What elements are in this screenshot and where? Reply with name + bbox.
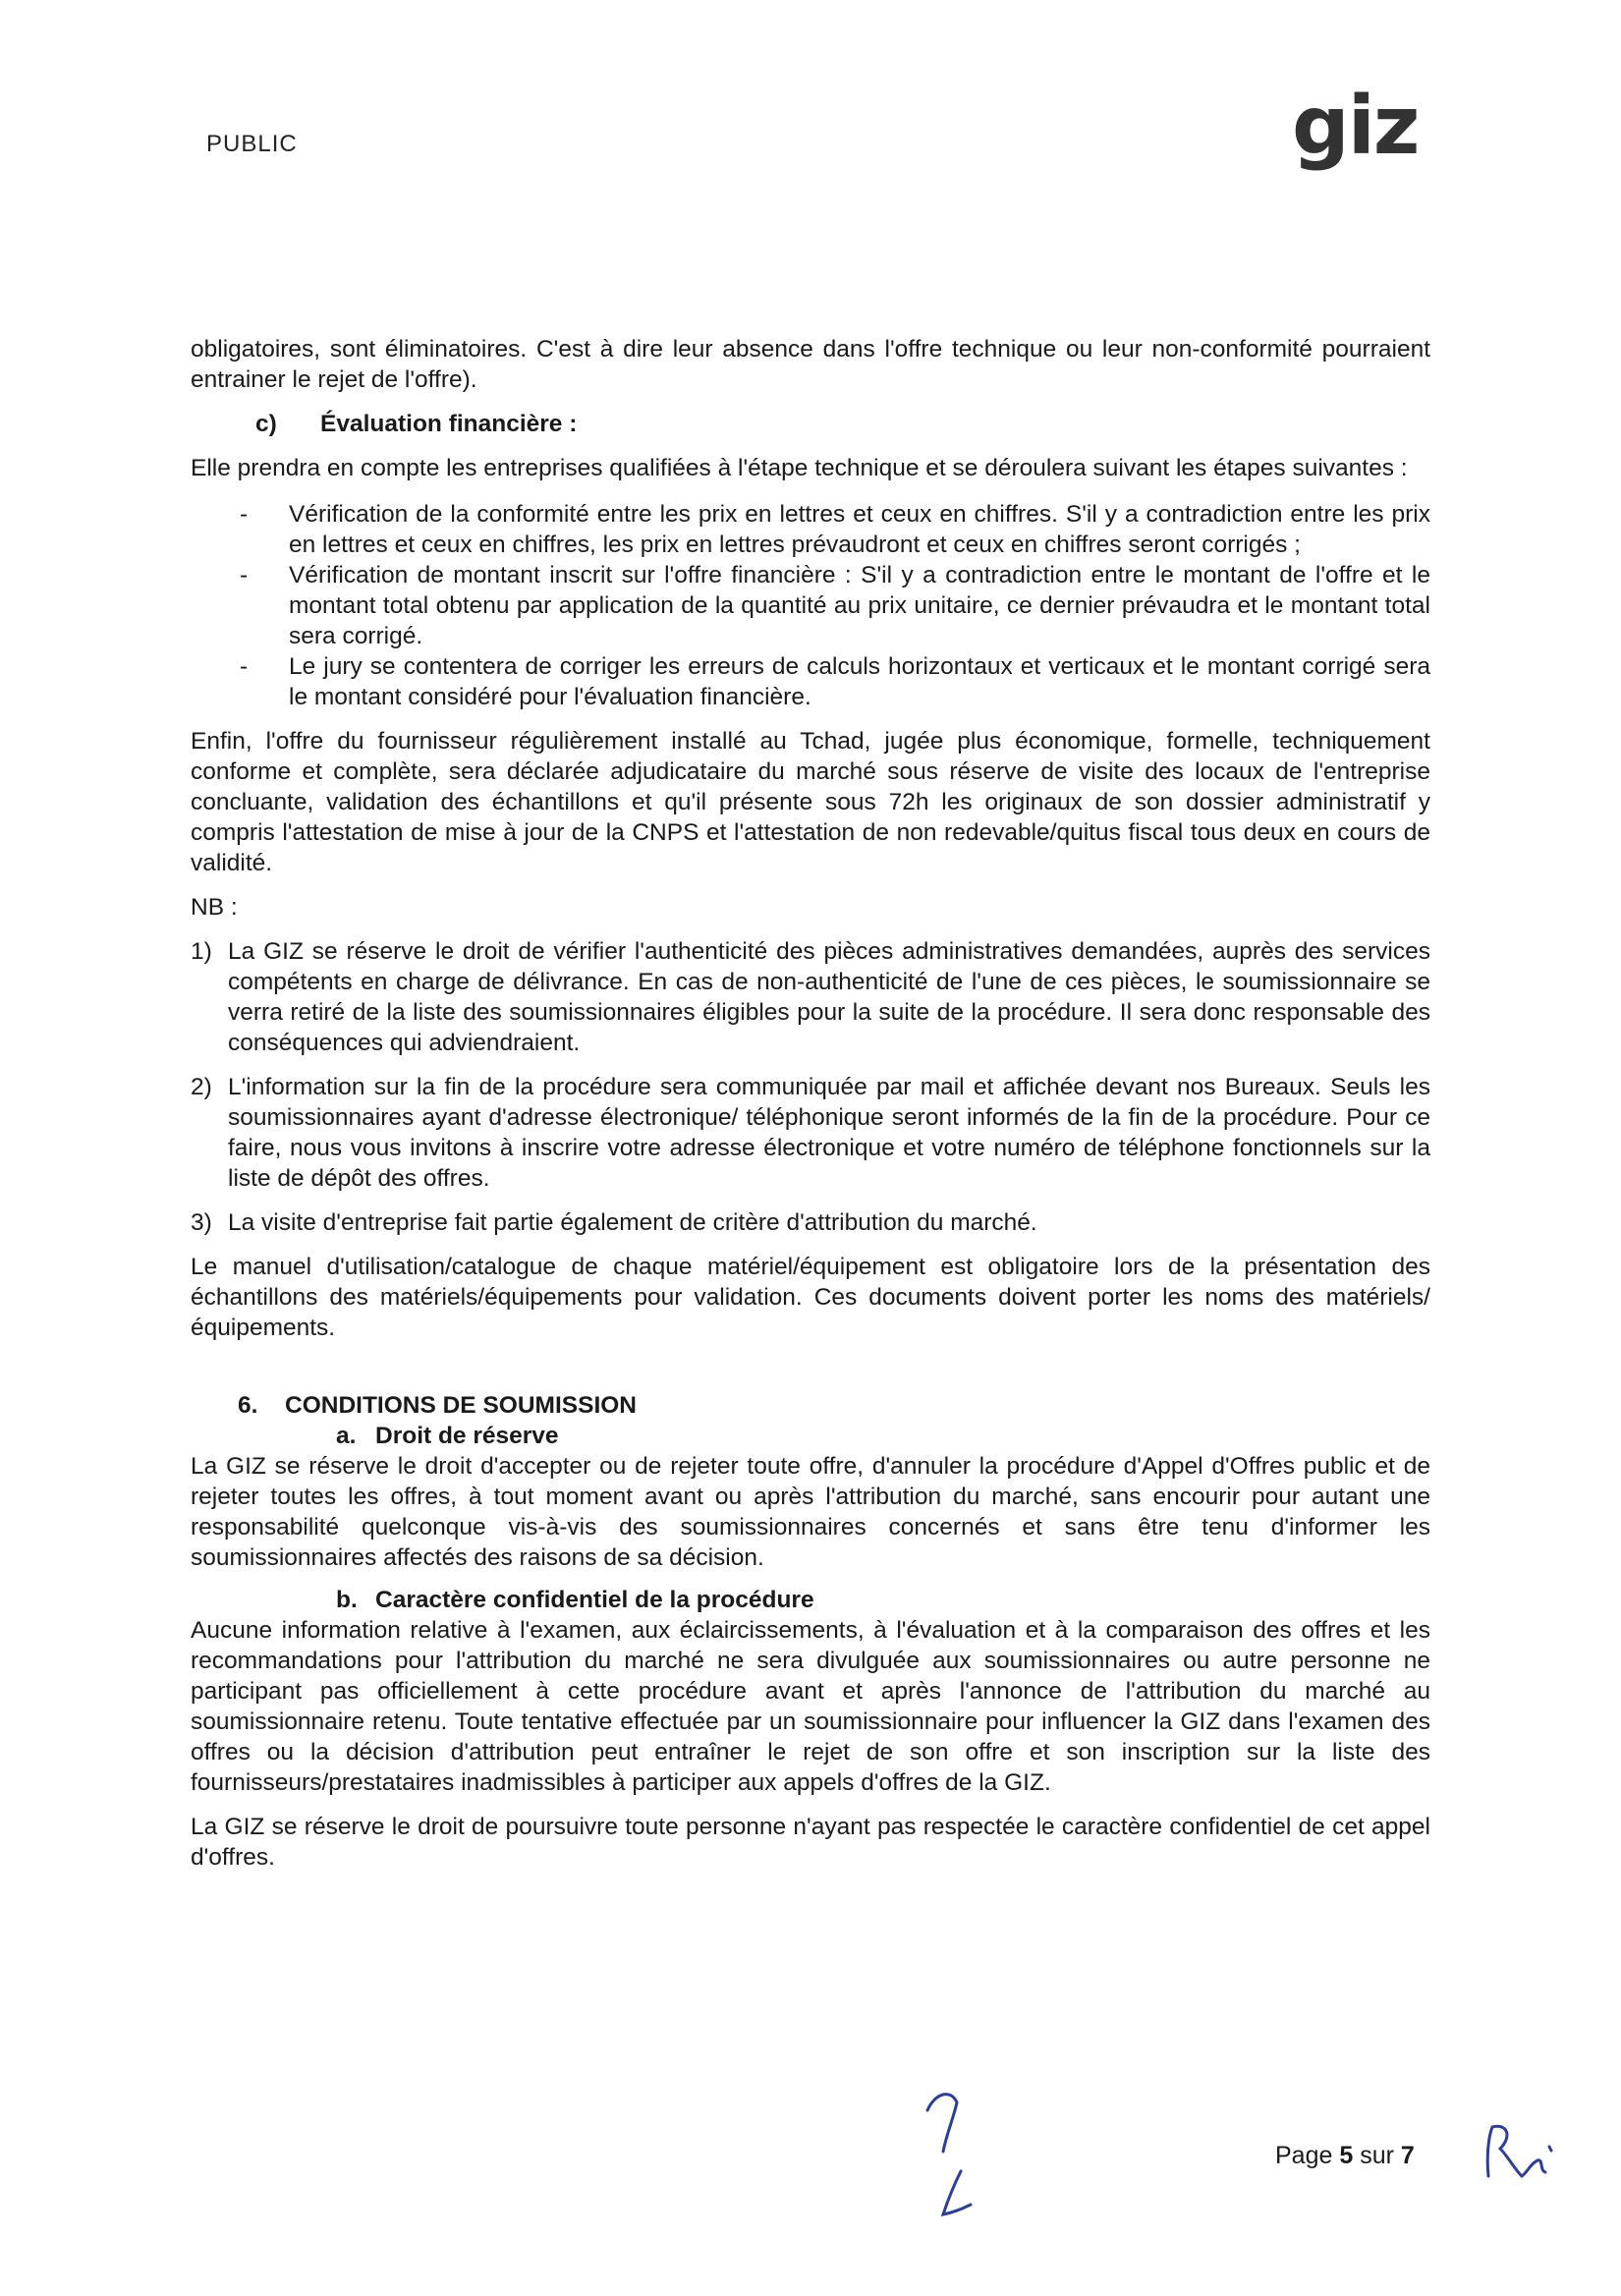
giz-logo: giz — [1292, 80, 1419, 173]
subsection-label: b. — [336, 1587, 358, 1613]
page-label: Page — [1275, 2142, 1333, 2169]
section-number: 6. — [238, 1392, 258, 1419]
item-number: 3) — [191, 1209, 212, 1236]
subsection-label: a. — [336, 1423, 357, 1449]
paragraph-manuel: Le manuel d'utilisation/catalogue de chaque matériel/équipement est obligatoire lors de la présentation des échantillons des matériels/équipements pour validation. Ces documents doivent porter les noms des matériels/équipements. — [191, 1254, 1430, 1341]
item-text: L'information sur la fin de la procédure sera communiquée par mail et affichée devant nos Bureaux. Seuls les soumissionnaires ayant d'adresse électronique/ téléphonique seront informés de la fin de la procédure. Pour ce faire, nous vous invitons à inscrire votre adresse électronique et votre numéro de téléphone fonctionnels sur la liste de dépôt des offres. — [228, 1074, 1430, 1192]
section-6-heading — [238, 1390, 1430, 1421]
heading-label: c) — [255, 411, 277, 437]
nb-label: NB : — [191, 894, 238, 921]
list-item: - Vérification de la conformité entre les prix en lettres et ceux en chiffres. S'il y a contradiction entre les prix en lettres et ceux en chiffres, les prix en lettres prévaudront et ceux en chiffres seront corrigés ; — [289, 499, 1430, 560]
item-number: 1) — [191, 938, 212, 965]
paragraph-enfin: Enfin, l'offre du fournisseur régulièrement installé au Tchad, jugée plus économique, formelle, techniquement conforme et complète, sera déclarée adjudicataire du marché sous réserve de visite des locaux de l'entreprise concluante, validation des échantillons et qu'il présente sous 72h les originaux de son dossier administratif y compris l'attestation de mise à jour de la CNPS et l'attestation de non redevable/quitus fiscal tous deux en cours de validité. — [191, 728, 1430, 876]
item-number: 2) — [191, 1074, 212, 1100]
paragraph-intro: obligatoires, sont éliminatoires. C'est à dire leur absence dans l'offre technique ou leur non-conformité pourraient entrainer le rejet de l'offre). — [191, 336, 1430, 393]
paragraph-poursuite: La GIZ se réserve le droit de poursuivre toute personne n'ayant pas respectée le caractère confidentiel de cet appel d'offres. — [191, 1814, 1430, 1871]
item-text: La visite d'entreprise fait partie également de critère d'attribution du marché. — [228, 1209, 1037, 1236]
list-item — [191, 1072, 1430, 1194]
document-body — [191, 334, 1430, 1873]
classification-label: PUBLIC — [206, 131, 298, 157]
list-item — [191, 936, 1430, 1058]
current-page-number: 5 — [1339, 2142, 1354, 2169]
list-item: - Vérification de montant inscrit sur l'offre financière : S'il y a contradiction entre le montant de l'offre et le montant total obtenu par application de la quantité au prix unitaire, ce dernier prévaudra et le montant total sera corrigé. — [289, 560, 1430, 651]
sur-label: sur — [1360, 2142, 1394, 2169]
subsection-a-heading — [336, 1421, 1430, 1451]
total-pages-number: 7 — [1400, 2142, 1415, 2169]
list-item — [191, 1207, 1430, 1238]
nb-list — [191, 936, 1430, 1238]
heading-title: Évaluation financière : — [320, 411, 578, 437]
subsection-title: Droit de réserve — [375, 1423, 559, 1449]
evaluation-steps-list — [191, 499, 1430, 712]
subsection-b-heading — [336, 1585, 1430, 1615]
paragraph-evaluation: Elle prendra en compte les entreprises qualifiées à l'étape technique et se déroulera suivant les étapes suivantes : — [191, 455, 1408, 481]
heading-evaluation-financiere — [255, 409, 1430, 439]
subsection-title: Caractère confidentiel de la procédure — [375, 1587, 814, 1613]
handwritten-paraph-signature — [1479, 2117, 1567, 2206]
item-text: La GIZ se réserve le droit de vérifier l'authenticité des pièces administratives demandées, auprès des services compétents en charge de délivrance. En cas de non-authenticité de l'une de ces pièces, le soumissionnaire se verra retiré de la liste des soumissionnaires éligibles pour la suite de la procédure. Il sera donc responsable des conséquences qui adviendraient. — [228, 938, 1430, 1056]
handwritten-initials-signature — [914, 2081, 992, 2228]
section-title: CONDITIONS DE SOUMISSION — [285, 1392, 638, 1419]
paragraph-droit-reserve: La GIZ se réserve le droit d'accepter ou de rejeter toute offre, d'annuler la procédure d'Appel d'Offres public et de rejeter toutes les offres, à tout moment avant ou après l'attribution du marché, sans encourir pour autant une responsabilité quelconque vis-à-vis des soumissionnaires concernés et sans être tenu d'informer les soumissionnaires affectés des raisons de sa décision. — [191, 1453, 1430, 1571]
list-item: - Le jury se contentera de corriger les erreurs de calculs horizontaux et verticaux et le montant corrigé sera le montant considéré pour l'évaluation financière. — [289, 651, 1430, 712]
page-number — [1275, 2142, 1415, 2170]
paragraph-confidentiel: Aucune information relative à l'examen, aux éclaircissements, à l'évaluation et à la comparaison des offres et les recommandations pour l'attribution du marché ne sera divulguée aux soumissionnaires ou autre personne ne participant pas officiellement à cette procédure avant et après l'annonce de l'attribution du marché au soumissionnaire retenu. Toute tentative effectuée par un soumissionnaire pour influencer la GIZ dans l'examen des offres ou la décision d'attribution peut entraîner le rejet de son offre et son inscription sur la liste des fournisseurs/prestataires inadmissibles à participer aux appels d'offres de la GIZ. — [191, 1617, 1430, 1796]
